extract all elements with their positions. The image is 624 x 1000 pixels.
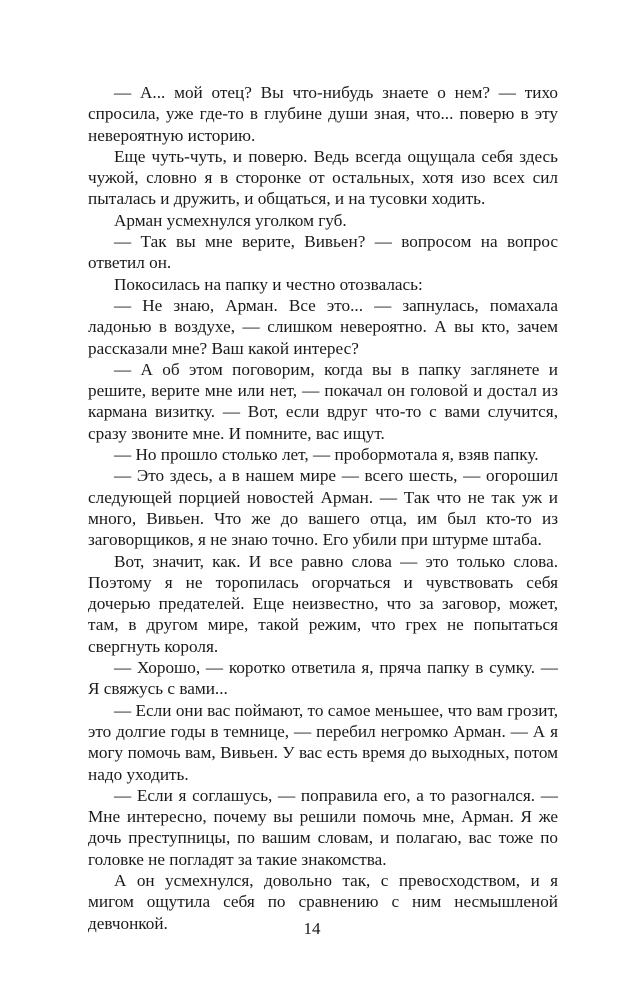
paragraph: А он усмехнулся, довольно так, с превосходством, и я мигом ощутила себя по сравнению с ним несмышленой девчонкой. <box>88 870 558 933</box>
paragraph: — А... мой отец? Вы что-нибудь знаете о нем? — тихо спросила, уже где-то в глубине души зная, что... поверю в эту невероятную историю. <box>88 83 558 145</box>
paragraph: — Это здесь, а в нашем мире — всего шесть, — огорошил следующей порцией новостей Арман. — Так что не так уж и много, Вивьен. Что же до вашего отца, им был кто-то из заговорщиков, я не знаю точно. Его убили при штурме штаба. <box>88 466 558 550</box>
paragraph: — Но прошло столько лет, — пробормотала я, взяв папку. <box>114 445 539 465</box>
paragraph: Вот, значит, как. И все равно слова — это только слова. Поэтому я не торопилась огорчаться и чувствовать себя дочерью предателей. Еще неизвестно, что за заговор, может, там, в другом мире, такой режим, что грех не попытаться свергнуть короля. <box>88 551 558 656</box>
paragraph: — Не знаю, Арман. Все это... — запнулась, помахала ладонью в воздухе, — слишком невероятно. А вы кто, зачем рассказали мне? Ваш какой интерес? <box>88 295 558 358</box>
paragraph: Покосилась на папку и честно отозвалась: <box>114 274 423 294</box>
paragraph: — Если они вас поймают, то самое меньшее, что вам грозит, это долгие годы в темнице, — перебил негромко Арман. — А я могу помочь вам, Вивьен. У вас есть время до выходных, потом надо уходить. <box>88 700 558 784</box>
paragraph: — Если я соглашусь, — поправила его, а то разогнался. — Мне интересно, почему вы решили помочь мне, Арман. Я же дочь преступницы, по вашим словам, и полагаю, вас тоже по головке не погладят за такие знакомства. <box>88 785 558 869</box>
paragraph: — А об этом поговорим, когда вы в папку заглянете и решите, верите мне или нет, — покачал он головой и достал из кармана визитку. — Вот, если вдруг что-то с вами случится, сразу звоните мне. И помните, вас ищут. <box>88 359 558 443</box>
paragraph: — Хорошо, — коротко ответила я, пряча папку в сумку. — Я свяжусь с вами... <box>88 658 558 699</box>
page-text <box>88 82 558 934</box>
paragraph: Арман усмехнулся уголком губ. <box>114 210 347 230</box>
paragraph: Еще чуть-чуть, и поверю. Ведь всегда ощущала себя здесь чужой, словно я в сторонке от остальных, хотя изо всех сил пыталась и дружить, и общаться, и на тусовки ходить. <box>88 146 558 209</box>
paragraph: — Так вы мне верите, Вивьен? — вопросом на вопрос ответил он. <box>88 232 558 273</box>
page-number: 14 <box>303 919 321 938</box>
